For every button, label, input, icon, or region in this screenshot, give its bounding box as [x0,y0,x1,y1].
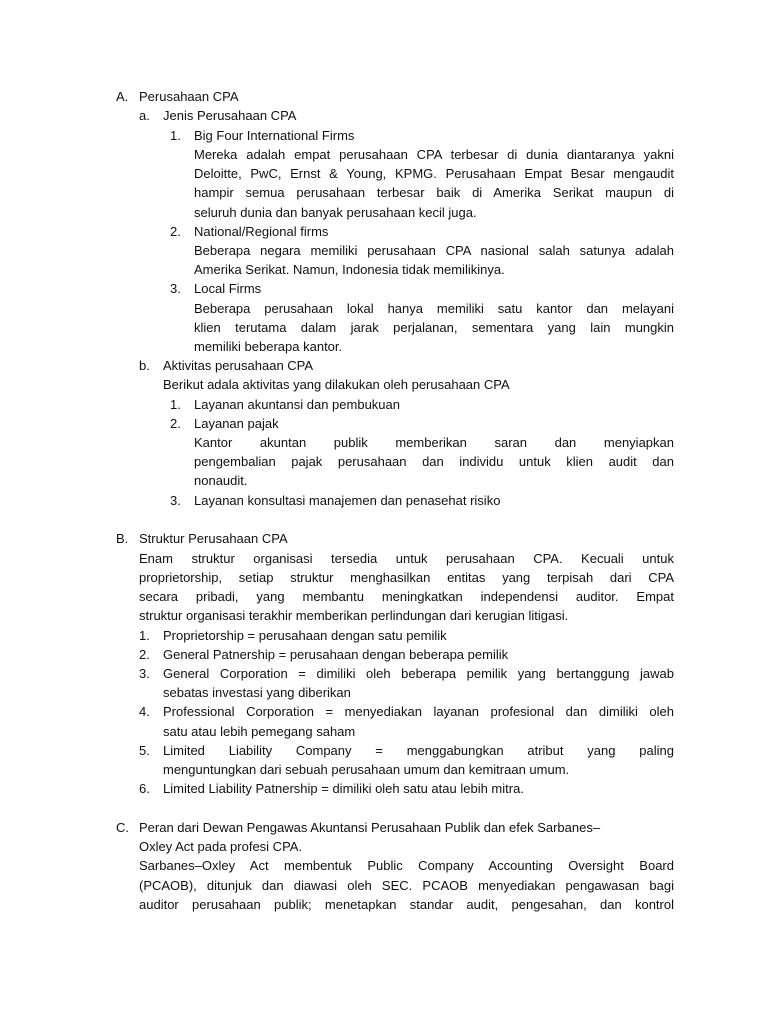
paragraph-line: proprietorship, setiap struktur menghasilkan entitas yang terpisah dari CPA [139,570,674,585]
list-item-text: menguntungkan dari sebuah perusahaan umum dan kemitraan umum. [163,762,570,777]
subsection-b-intro: Berikut adala aktivitas yang dilakukan oleh perusahaan CPA [163,377,510,392]
paragraph-line: Deloitte, PwC, Ernst & Young, KPMG. Perusahaan Empat Besar mengaudit [194,166,674,181]
paragraph-line: Sarbanes–Oxley Act membentuk Public Company Accounting Oversight Board [139,858,674,873]
paragraph-line: hampir semua perusahaan terbesar baik di Amerika Serikat maupun di [194,185,674,200]
section-b-label: B. [116,531,129,546]
paragraph-line: secara pribadi, yang membantu meningkatkan independensi auditor. Empat [139,589,674,604]
list-item-text: Professional Corporation = menyediakan layanan profesional dan dimiliki oleh [163,704,674,719]
paragraph-line: memiliki beberapa kantor. [194,339,343,354]
paragraph-line: pengembalian pajak perusahaan dan individu untuk klien audit dan [194,454,674,469]
section-c-label: C. [116,820,129,835]
subsection-a-title: Jenis Perusahaan CPA [163,108,297,123]
section-c-title: Peran dari Dewan Pengawas Akuntansi Perusahaan Publik dan efek Sarbanes– [139,820,601,835]
list-item-text: Limited Liability Patnership = dimiliki oleh satu atau lebih mitra. [163,781,524,796]
list-item-number: 3. [170,493,181,508]
list-item-number: 1. [170,397,181,412]
paragraph-line: Enam struktur organisasi tersedia untuk perusahaan CPA. Kecuali untuk [139,551,674,566]
paragraph-line: klien terutama dalam jarak perjalanan, sementara yang lain mungkin [194,320,674,335]
paragraph-line: seluruh dunia dan banyak perusahaan kecil juga. [194,205,477,220]
paragraph-line: Kantor akuntan publik memberikan saran dan menyiapkan [194,435,674,450]
paragraph-line: Beberapa perusahaan lokal hanya memiliki satu kantor dan melayani [194,301,674,316]
list-item-number: 2. [139,647,150,662]
section-c-title: Oxley Act pada profesi CPA. [139,839,303,854]
paragraph-line: Amerika Serikat. Namun, Indonesia tidak memilikinya. [194,262,505,277]
list-item-number: 3. [170,281,181,296]
list-item-title: Layanan konsultasi manajemen dan penasehat risiko [194,493,501,508]
subsection-b-label: b. [139,358,150,373]
list-item-text: Limited Liability Company = menggabungkan atribut yang paling [163,743,674,758]
list-item-title: National/Regional firms [194,224,329,239]
list-item-number: 1. [139,628,150,643]
list-item-title: Layanan akuntansi dan pembukuan [194,397,400,412]
list-item-number: 6. [139,781,150,796]
paragraph-line: auditor perusahaan publik; menetapkan standar audit, pengesahan, dan kontrol [139,897,674,912]
list-item-number: 2. [170,416,181,431]
list-item-number: 1. [170,128,181,143]
list-item-number: 3. [139,666,150,681]
paragraph-line: (PCAOB), ditunjuk dan diawasi oleh SEC. PCAOB menyediakan pengawasan bagi [139,878,674,893]
list-item-title: Local Firms [194,281,262,296]
list-item-text: satu atau lebih pemegang saham [163,724,356,739]
list-item-number: 4. [139,704,150,719]
paragraph-line: struktur organisasi terakhir memberikan perlindungan dari kerugian litigasi. [139,608,569,623]
section-a-title: Perusahaan CPA [139,89,239,104]
list-item-title: Layanan pajak [194,416,279,431]
paragraph-line: nonaudit. [194,473,248,488]
section-a-label: A. [116,89,129,104]
list-item-text: sebatas investasi yang diberikan [163,685,351,700]
list-item-title: Big Four International Firms [194,128,355,143]
paragraph-line: Mereka adalah empat perusahaan CPA terbesar di dunia diantaranya yakni [194,147,674,162]
section-b-title: Struktur Perusahaan CPA [139,531,288,546]
list-item-number: 5. [139,743,150,758]
list-item-text: Proprietorship = perusahaan dengan satu pemilik [163,628,447,643]
subsection-b-title: Aktivitas perusahaan CPA [163,358,314,373]
subsection-a-label: a. [139,108,150,123]
paragraph-line: Beberapa negara memiliki perusahaan CPA nasional salah satunya adalah [194,243,674,258]
list-item-text: General Patnership = perusahaan dengan beberapa pemilik [163,647,509,662]
list-item-text: General Corporation = dimiliki oleh beberapa pemilik yang bertanggung jawab [163,666,674,681]
list-item-number: 2. [170,224,181,239]
